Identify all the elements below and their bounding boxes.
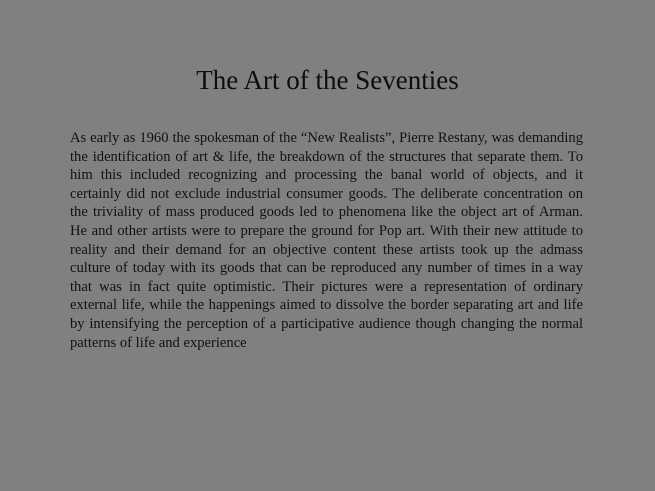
slide-body-text: As early as 1960 the spokesman of the “New Realists”, Pierre Restany, was demanding the identification of art & life, the breakdown of the structures that separate them. To him this included recognizing and processing the banal world of objects, and it certainly did not exclude industrial consumer goods. The deliberate concentration on the triviality of mass produced goods led to phenomena like the object art of Arman. He and other artists were to prepare the ground for Pop art. With their new attitude to reality and their demand for an objective content these artists took up the admass culture of today with its goods that can be reproduced any number of times in a way that was in fact quite optimistic. Their pictures were a representation of ordinary external life, while the happenings aimed to dissolve the border separating art and life by intensifying the perception of a participative audience though changing the normal patterns of life and experience: [70, 130, 583, 351]
slide-title: The Art of the Seventies: [196, 65, 459, 95]
